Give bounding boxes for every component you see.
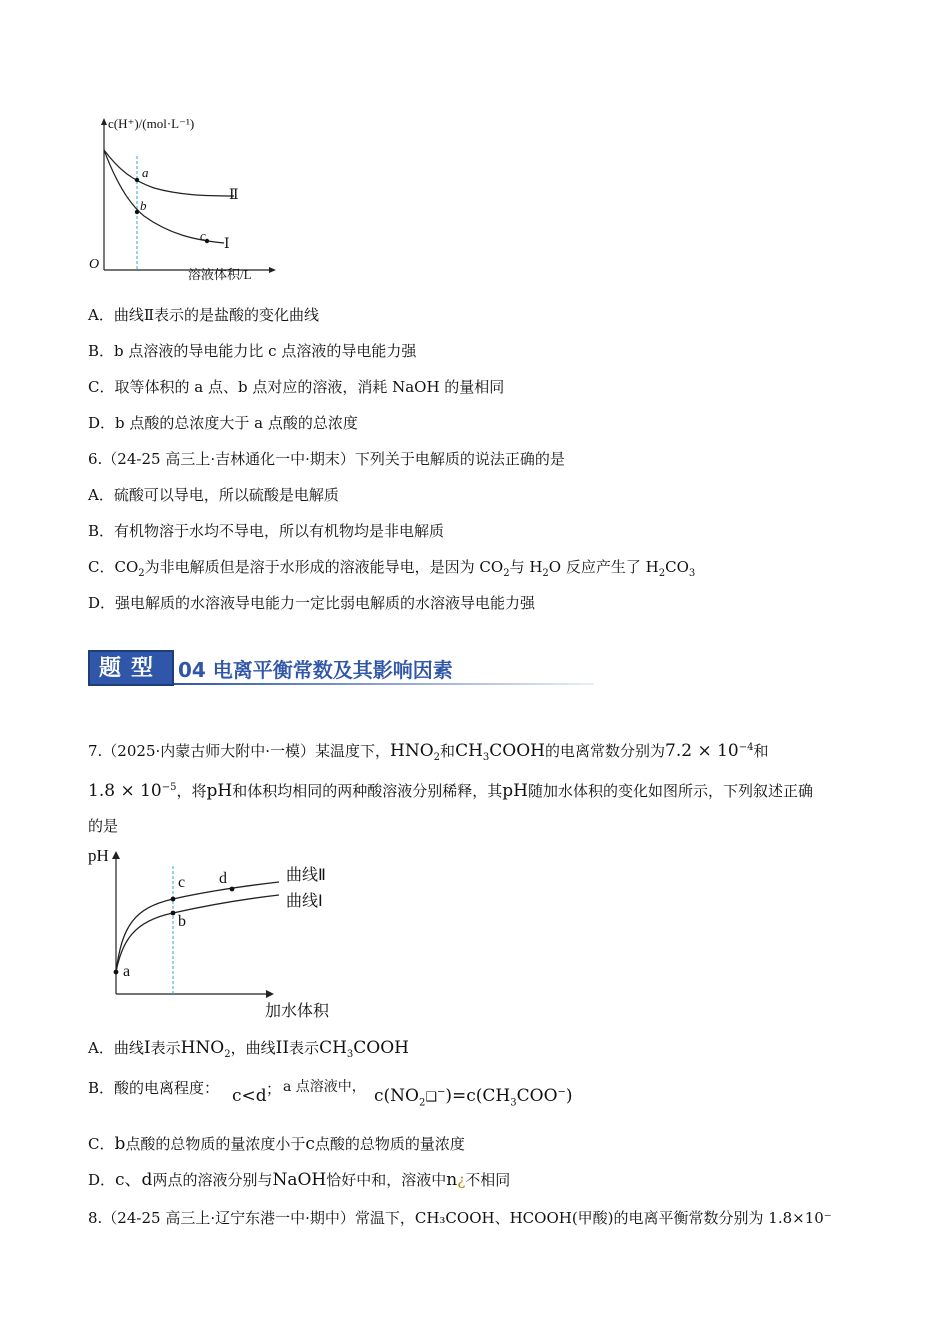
q6-option-a: A．硫酸可以导电，所以硫酸是电解质 <box>88 486 339 504</box>
q6-option-d: D．强电解质的水溶液导电能力一定比弱电解质的水溶液导电能力强 <box>88 594 536 612</box>
q6-option-b: B．有机物溶于水均不导电，所以有机物均是非电解质 <box>88 522 445 540</box>
q7-option-b-a-point: a 点溶液中， <box>283 1079 366 1095</box>
concentration-volume-graph <box>84 112 284 287</box>
section-badge: 题型 <box>88 650 174 686</box>
q7-option-b-equation: $c(NO_2❑^-)=c(CH_3COO^-)$ <box>374 1086 573 1109</box>
q7-option-d: D．c、d两点的溶液分别与NaOH恰好中和，溶液中n¿不相同 <box>88 1170 511 1190</box>
graph1-x-axis-label: 溶液体积/L <box>188 267 252 282</box>
graph1-y-axis-label: c(H⁺)/(mol·L⁻¹) <box>108 116 195 131</box>
q6-option-c: C．$CO_2$为非电解质但是溶于水形成的溶液能导电，是因为 $CO_2$与 $H_2O$ 反应产生了 $H_2CO_3$ <box>88 558 696 579</box>
graph2-point-b-label: b <box>178 913 186 930</box>
graph1-point-a-label: a <box>142 165 149 180</box>
q8-stem: 8.（24-25 高三上·辽宁东港一中·期中）常温下，CH₃COOH、HCOOH(甲酸)的电离平衡常数分别为 1.8×10⁻ <box>88 1209 832 1227</box>
graph2-y-axis-label: pH <box>88 846 109 865</box>
graph1-origin-label: O <box>89 257 100 272</box>
q7-option-b-separator: ； <box>266 1080 282 1098</box>
ph-dilution-graph <box>104 846 284 1006</box>
q5-option-b: B．b 点溶液的导电能力比 c 点溶液的导电能力强 <box>88 342 417 360</box>
graph2-x-axis-label: 加水体积 <box>265 1001 330 1020</box>
section-title: 04 电离平衡常数及其影响因素 <box>178 658 453 682</box>
section-banner <box>88 650 508 686</box>
q5-option-d: D．b 点酸的总浓度大于 a 点酸的总浓度 <box>88 414 358 432</box>
q7-line-1: 7.（2025·内蒙古师大附中·一模）某温度下，$HNO_2$和$CH_3COOH$的电离常数分别为$7.2 \times 10^{-4}$和 <box>88 741 769 763</box>
graph2-point-a-label: a <box>123 963 131 980</box>
q5-option-a: A．曲线Ⅱ表示的是盐酸的变化曲线 <box>88 306 320 324</box>
q5-option-c: C．取等体积的 a 点、b 点对应的溶液，消耗 NaOH 的量相同 <box>88 378 505 396</box>
q7-option-b-inequality: c<d <box>232 1086 267 1106</box>
q7-line-2: $1.8 \times 10^{-5}$，将pH和体积均相同的两种酸溶液分别稀释，其pH随加水体积的变化如图所示，下列叙述正确 <box>88 781 813 801</box>
graph1-point-b-label: b <box>140 198 147 213</box>
q7-option-a: A．曲线I表示$HNO_2$，曲线II表示$CH_3COOH$ <box>88 1038 409 1060</box>
section-underline <box>174 683 594 685</box>
graph2-curve-i-label: 曲线Ⅰ <box>286 891 323 910</box>
graph1-curve-ii-label: Ⅱ <box>229 188 239 203</box>
q7-line-3: 的是 <box>88 817 119 835</box>
q6-stem: 6.（24-25 高三上·吉林通化一中·期末）下列关于电解质的说法正确的是 <box>88 450 565 468</box>
graph2-point-c-label: c <box>178 874 186 891</box>
graph2-point-d-label: d <box>219 870 227 887</box>
graph1-point-c-label: c <box>200 228 206 243</box>
graph2-curve-ii-label: 曲线Ⅱ <box>286 865 326 884</box>
graph1-curve-i-label: Ⅰ <box>224 237 230 252</box>
q7-option-b-part1: B．酸的电离程度： <box>88 1079 220 1097</box>
q7-option-c: C．b点酸的总物质的量浓度小于c点酸的总物质的量浓度 <box>88 1134 465 1154</box>
